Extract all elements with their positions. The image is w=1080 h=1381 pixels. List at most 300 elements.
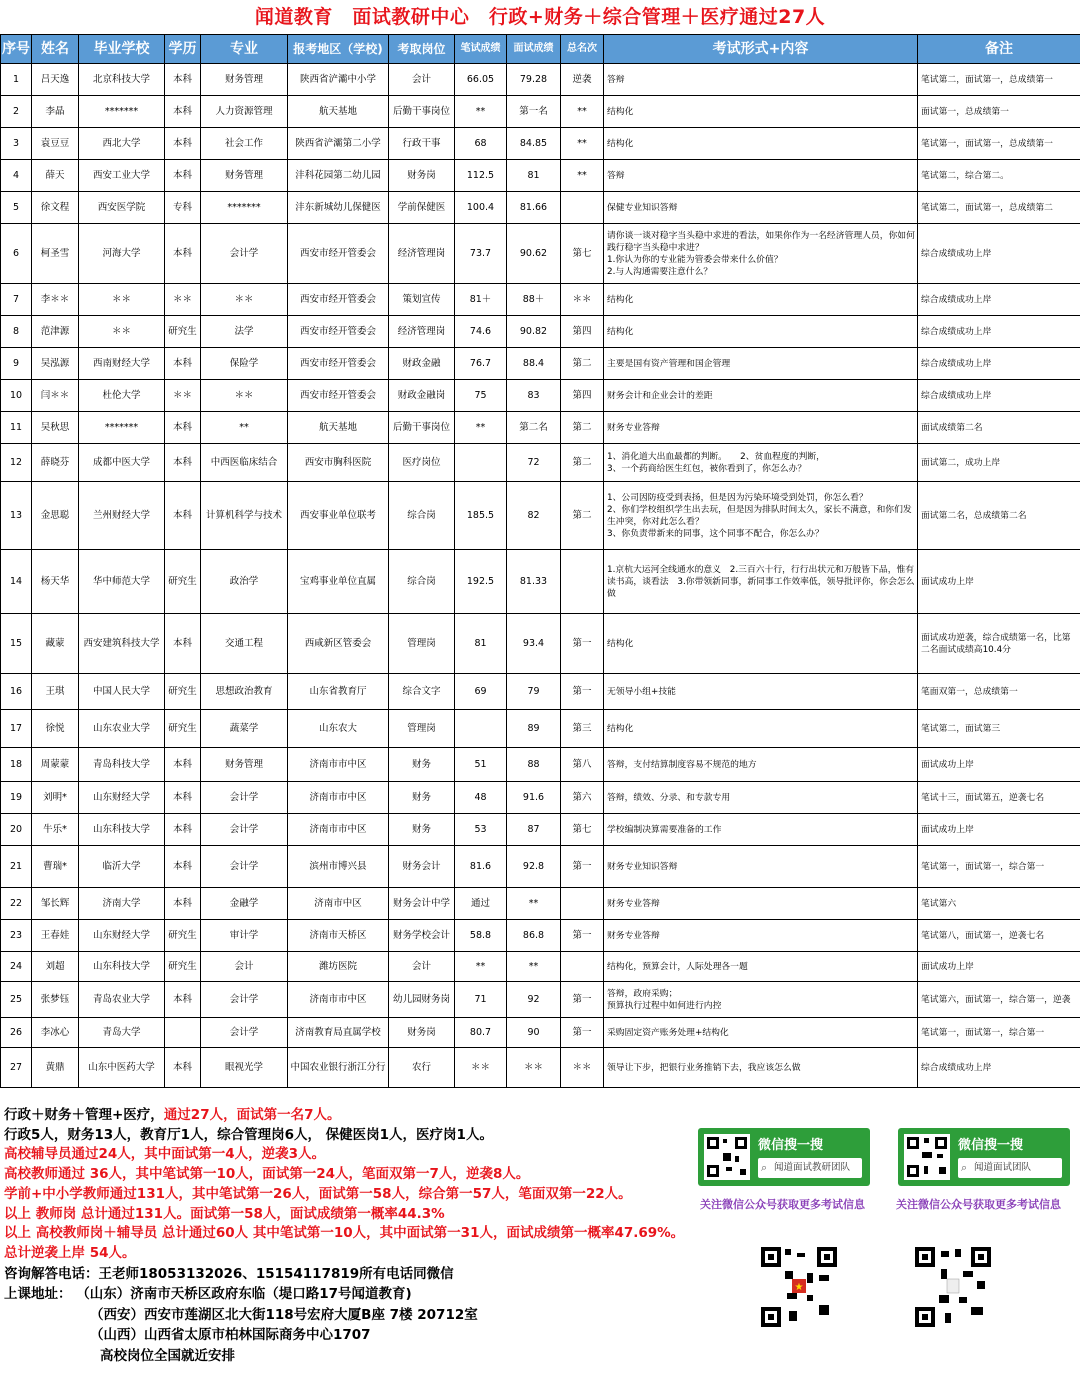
cell-rank: 第七 [561,814,604,846]
cell-rank: 逆袭 [561,64,604,96]
cell-interview-score: 83 [507,380,561,412]
cell-school: 临沂大学 [79,846,165,888]
cell-remarks: 综合成绩成功上岸 [918,380,1080,412]
col-header-rank: 总名次 [561,35,604,64]
cell-rank: 第二 [561,412,604,444]
cell-degree: 本科 [165,482,201,550]
cell-written-score: 73.7 [455,224,507,284]
table-row [1,1048,1080,1088]
cell-interview-score: 87 [507,814,561,846]
cell-exam-content: 1.京杭大运河全线通水的意义 2.三百六十行，行行出状元和万般皆下品，惟有读书高，谈看法 3.你带领新同事，新同事工作效率低，领导批评你，你会怎么做 [604,550,918,614]
cell-interview-score: ** [507,952,561,982]
cell-rank: 第二 [561,482,604,550]
cell-position: 管理岗 [389,710,455,748]
cell-interview-score: 88.4 [507,348,561,380]
address-line-4: 高校岗位全国就近安排 [100,1347,235,1364]
cell-remarks: 综合成绩成功上岸 [918,348,1080,380]
cell-position: 财务岗 [389,160,455,192]
cell-major: 保险学 [201,348,288,380]
qr-code-icon [904,1134,950,1180]
cell-exam-content: 财务专业答辩 [604,412,918,444]
cell-position: 财务学校会计 [389,920,455,952]
cell-exam-content: 结构化 [604,284,918,316]
cell-school: 济南大学 [79,888,165,920]
cell-exam-content: 财务专业答辩 [604,920,918,952]
cell-degree: 本科 [165,814,201,846]
cell-rank: 第一 [561,614,604,674]
cell-degree: 研究生 [165,952,201,982]
cell-exam-content: 结构化 [604,96,918,128]
cell-written-score: 81 [455,614,507,674]
cell-exam-content: 采购固定资产账务处理+结构化 [604,1018,918,1048]
cell-remarks: 面试成功上岸 [918,748,1080,782]
cell-degree: 本科 [165,614,201,674]
cell-position: 幼儿园财务岗 [389,982,455,1018]
cell-interview-score: 90 [507,1018,561,1048]
cell-school: 杜伦大学 [79,380,165,412]
cell-written-score: 51 [455,748,507,782]
summary-line-7: 以上 高校教师岗＋辅导员 总计通过60人 其中笔试第一10人，其中面试第一31人，面试成绩第一概率47.69%。 [4,1225,685,1242]
cell-name: 吴泓源 [32,348,79,380]
cell-major: 财务管理 [201,160,288,192]
cell-remarks: 笔试第二，面试第一，总成绩第一 [918,64,1080,96]
cell-rank: 第七 [561,224,604,284]
cell-degree: 本科 [165,224,201,284]
table-row [1,380,1080,412]
cell-major: 政治学 [201,550,288,614]
cell-school: 华中师范大学 [79,550,165,614]
qr-code-large-2-icon [913,1245,993,1329]
cell-region: 西安市胸科医院 [288,444,389,482]
wechat-search-title: 微信搜一搜 [958,1138,1024,1153]
cell-remarks: 笔试第六 [918,888,1080,920]
cell-name: 张梦钰 [32,982,79,1018]
cell-exam-content: 结构化 [604,710,918,748]
cell-index: 23 [1,920,32,952]
cell-written-score: 53 [455,814,507,846]
cell-region: 西安市经开管委会 [288,224,389,284]
cell-interview-score: 79.28 [507,64,561,96]
cell-region: 航天基地 [288,412,389,444]
cell-index: 27 [1,1048,32,1088]
table-row [1,814,1080,846]
cell-major: 会计学 [201,814,288,846]
cell-remarks: 面试成功上岸 [918,814,1080,846]
cell-degree: 研究生 [165,710,201,748]
results-table [0,34,1080,1088]
page-title: 闻道教育 面试教研中心 行政+财务＋综合管理＋医疗通过27人 [254,6,826,28]
cell-exam-content: 结构化 [604,316,918,348]
col-header-major: 专业 [201,35,288,64]
cell-major: ＊＊ [201,284,288,316]
cell-school: 山东中医药大学 [79,1048,165,1088]
col-header-position: 考取岗位 [389,35,455,64]
cell-interview-score: 81 [507,160,561,192]
col-header-exam-content: 考试形式+内容 [604,35,918,64]
cell-name: 徐文程 [32,192,79,224]
cell-written-score: ** [455,412,507,444]
cell-rank: 第一 [561,1018,604,1048]
cell-rank: 第一 [561,846,604,888]
cell-name: 刘超 [32,952,79,982]
cell-position: 学前保健医 [389,192,455,224]
cell-name: 吕天逸 [32,64,79,96]
table-row [1,192,1080,224]
cell-major: 社会工作 [201,128,288,160]
cell-remarks: 综合成绩成功上岸 [918,284,1080,316]
cell-degree: 研究生 [165,920,201,952]
cell-written-score: ** [455,952,507,982]
cell-region: 西咸新区管委会 [288,614,389,674]
cell-school: 北京科技大学 [79,64,165,96]
cell-index: 17 [1,710,32,748]
summary-line-5: 学前+中小学教师通过131人，其中笔试第一26人，面试第一58人，综合第一57人，笔面双第一22人。 [4,1185,632,1202]
cell-exam-content: 财务会计和企业会计的差距 [604,380,918,412]
cell-written-score: 75 [455,380,507,412]
table-row [1,920,1080,952]
cell-rank: ＊＊ [561,1048,604,1088]
cell-index: 22 [1,888,32,920]
cell-position: 农行 [389,1048,455,1088]
cell-rank: 第二 [561,348,604,380]
cell-interview-score: 89 [507,710,561,748]
cell-region: 济南市市中区 [288,782,389,814]
wechat-caption-1: 关注微信公众号获取更多考试信息 [700,1198,865,1211]
cell-remarks: 面试成绩第二名 [918,412,1080,444]
cell-rank [561,192,604,224]
cell-school: 兰州财经大学 [79,482,165,550]
cell-written-score: 81.6 [455,846,507,888]
cell-remarks: 面试成功上岸 [918,550,1080,614]
cell-index: 24 [1,952,32,982]
cell-region: 西安市经开管委会 [288,284,389,316]
table-header-row [1,35,1080,64]
cell-name: 黄鼎 [32,1048,79,1088]
cell-exam-content: 财务专业答辩 [604,888,918,920]
cell-name: 王春娃 [32,920,79,952]
cell-position: 财务 [389,782,455,814]
cell-name: 刘明* [32,782,79,814]
cell-name: 牛乐* [32,814,79,846]
cell-degree: 本科 [165,888,201,920]
cell-index: 15 [1,614,32,674]
cell-remarks: 面试第一，总成绩第一 [918,96,1080,128]
cell-rank [561,952,604,982]
cell-name: 金思聪 [32,482,79,550]
cell-interview-score: 92.8 [507,846,561,888]
cell-school: ＊＊ [79,284,165,316]
cell-interview-score: 92 [507,982,561,1018]
cell-major: ** [201,412,288,444]
cell-interview-score: 82 [507,482,561,550]
svg-text:★: ★ [794,1282,804,1293]
cell-exam-content: 结构化 [604,128,918,160]
cell-index: 4 [1,160,32,192]
cell-school: 青岛大学 [79,1018,165,1048]
cell-region: 山东农大 [288,710,389,748]
cell-school: 山东财经大学 [79,782,165,814]
cell-exam-content: 无领导小组+技能 [604,674,918,710]
table-row [1,128,1080,160]
summary-line-8: 总计逆袭上岸 54人。 [4,1244,136,1261]
cell-exam-content: 答辩，支付结算制度容易不规范的地方 [604,748,918,782]
cell-written-score: 112.5 [455,160,507,192]
contact-phone: 咨询解答电话：王老师18053132026、15154117819所有电话同微信 [4,1265,454,1282]
cell-school: 青岛科技大学 [79,748,165,782]
cell-rank: ＊＊ [561,284,604,316]
table-row [1,444,1080,482]
wechat-search-box[interactable]: ⌕ 闻道面试教研团队 [758,1158,862,1178]
cell-rank [561,888,604,920]
cell-written-score: 58.8 [455,920,507,952]
cell-degree: 本科 [165,128,201,160]
wechat-search-card-1[interactable] [698,1128,870,1186]
cell-degree: 本科 [165,64,201,96]
cell-exam-content: 答辩 [604,160,918,192]
cell-degree: 本科 [165,748,201,782]
cell-major: 眼视光学 [201,1048,288,1088]
cell-region: 陕西省浐灞第二小学 [288,128,389,160]
cell-region: 西安事业单位联考 [288,482,389,550]
cell-degree: 本科 [165,348,201,380]
cell-name: 藏蒙 [32,614,79,674]
cell-major: ＊＊ [201,380,288,412]
cell-rank: 第三 [561,710,604,748]
cell-region: 西安市经开管委会 [288,348,389,380]
cell-major: 计算机科学与技术 [201,482,288,550]
col-header-remarks: 备注 [918,35,1080,64]
cell-position: 财务岗 [389,1018,455,1048]
cell-written-score: 69 [455,674,507,710]
table-row [1,224,1080,284]
cell-region: 航天基地 [288,96,389,128]
cell-major: ******* [201,192,288,224]
cell-school: ＊＊ [79,316,165,348]
cell-index: 11 [1,412,32,444]
cell-rank: 第一 [561,674,604,710]
cell-index: 13 [1,482,32,550]
cell-index: 21 [1,846,32,888]
cell-degree: 专科 [165,192,201,224]
cell-degree: ＊＊ [165,284,201,316]
cell-written-score [455,710,507,748]
cell-position: 综合文字 [389,674,455,710]
cell-major: 思想政治教育 [201,674,288,710]
cell-degree: 本科 [165,846,201,888]
cell-position: 后勤干事岗位 [389,96,455,128]
cell-remarks: 笔试第一，面试第一，综合第一 [918,846,1080,888]
cell-name: 李＊＊ [32,284,79,316]
cell-index: 6 [1,224,32,284]
cell-interview-score: 93.4 [507,614,561,674]
wechat-search-box[interactable]: ⌕ 闻道面试团队 [958,1158,1062,1178]
cell-major: 财务管理 [201,64,288,96]
cell-degree: 本科 [165,1048,201,1088]
cell-rank: 第八 [561,748,604,782]
cell-exam-content: 结构化，预算会计，人际处理各一题 [604,952,918,982]
cell-exam-content: 1、消化道大出血最都的判断。 2、贫血程度的判断， 3、一个药商给医生红包，被你看到了，你怎么办？ [604,444,918,482]
cell-school: 山东财经大学 [79,920,165,952]
cell-exam-content: 财务专业知识答辩 [604,846,918,888]
qr-code-icon [704,1134,750,1180]
cell-position: 财务会计中学 [389,888,455,920]
cell-written-score: 185.5 [455,482,507,550]
cell-position: 后勤干事岗位 [389,412,455,444]
cell-index: 2 [1,96,32,128]
cell-interview-score: 91.6 [507,782,561,814]
cell-index: 5 [1,192,32,224]
cell-written-score: 76.7 [455,348,507,380]
cell-position: 医疗岗位 [389,444,455,482]
address-line-1: 上课地址： （山东）济南市天桥区政府东临（堤口路17号闻道教育) [4,1286,412,1303]
cell-region: 西安市经开管委会 [288,316,389,348]
cell-major: 会计学 [201,846,288,888]
cell-rank: ** [561,160,604,192]
cell-index: 26 [1,1018,32,1048]
cell-exam-content: 领导让下步，把银行业务推销下去，我应该怎么做 [604,1048,918,1088]
cell-degree: 本科 [165,160,201,192]
cell-major: 会计学 [201,982,288,1018]
cell-remarks: 笔试第八，面试第一，逆袭七名 [918,920,1080,952]
cell-school: 山东农业大学 [79,710,165,748]
cell-degree: ＊＊ [165,380,201,412]
cell-rank: 第四 [561,380,604,412]
cell-name: 曹瑞* [32,846,79,888]
col-header-index: 序号 [1,35,32,64]
cell-position: 管理岗 [389,614,455,674]
cell-rank: 第一 [561,982,604,1018]
cell-interview-score: 90.82 [507,316,561,348]
cell-interview-score: 88＋ [507,284,561,316]
summary-line-4: 高校教师通过 36人，其中笔试第一10人，面试第一24人，笔面双第一7人，逆袭8人。 [4,1166,530,1183]
cell-degree: 本科 [165,982,201,1018]
cell-rank [561,550,604,614]
cell-position: 财务 [389,748,455,782]
cell-position: 经济管理岗 [389,316,455,348]
summary-line-2: 行政5人，财务13人，教育厅1人，综合管理岗6人， 保健医岗1人，医疗岗1人。 [4,1126,493,1143]
cell-written-score: 100.4 [455,192,507,224]
cell-position: 行政干事 [389,128,455,160]
table-row [1,412,1080,444]
cell-written-score: 71 [455,982,507,1018]
cell-interview-score: 84.85 [507,128,561,160]
cell-remarks: 面试成功逆袭，综合成绩第一名，比第二名面试成绩高10.4分 [918,614,1080,674]
cell-degree: 研究生 [165,674,201,710]
cell-school: 西北大学 [79,128,165,160]
cell-school: ******* [79,96,165,128]
cell-region: 陕西省浐灞中小学 [288,64,389,96]
summary-line-1: 行政＋财务＋管理+医疗，通过27人，面试第一名7人。 [4,1107,341,1123]
cell-major: 会计 [201,952,288,982]
cell-index: 18 [1,748,32,782]
cell-rank: ** [561,96,604,128]
cell-name: 邹长辉 [32,888,79,920]
cell-degree: 研究生 [165,316,201,348]
cell-interview-score: 81.33 [507,550,561,614]
cell-interview-score: 88 [507,748,561,782]
cell-region: 宝鸡事业单位直属 [288,550,389,614]
cell-written-score: 80.7 [455,1018,507,1048]
cell-written-score: 81＋ [455,284,507,316]
cell-school: 河海大学 [79,224,165,284]
cell-major: 蔬菜学 [201,710,288,748]
cell-written-score: 通过 [455,888,507,920]
cell-name: 袁豆豆 [32,128,79,160]
summary-line-3: 高校辅导员通过24人，其中面试第一4人，逆袭3人。 [4,1146,326,1163]
cell-name: 杨天华 [32,550,79,614]
cell-index: 8 [1,316,32,348]
cell-degree: 本科 [165,782,201,814]
cell-position: 财政金融 [389,348,455,380]
cell-remarks: 笔试第一，面试第一，综合第一 [918,1018,1080,1048]
table-row [1,782,1080,814]
cell-remarks: 笔试第六，面试第一，综合第一，逆袭 [918,982,1080,1018]
cell-remarks: 面试第二名，总成绩第二名 [918,482,1080,550]
cell-region: 济南市中区 [288,888,389,920]
cell-major: 人力资源管理 [201,96,288,128]
cell-index: 9 [1,348,32,380]
cell-name: 范津源 [32,316,79,348]
table-row [1,888,1080,920]
table-row [1,284,1080,316]
cell-region: 西安市经开管委会 [288,380,389,412]
cell-rank: 第六 [561,782,604,814]
col-header-name: 姓名 [32,35,79,64]
cell-name: 薛晓芬 [32,444,79,482]
cell-school: 青岛农业大学 [79,982,165,1018]
cell-name: 薛天 [32,160,79,192]
cell-region: 山东省教育厅 [288,674,389,710]
table-row [1,1018,1080,1048]
cell-interview-score: ＊＊ [507,1048,561,1088]
table-row [1,748,1080,782]
cell-position: 策划宣传 [389,284,455,316]
cell-index: 3 [1,128,32,160]
cell-degree: 本科 [165,96,201,128]
cell-major: 会计学 [201,224,288,284]
cell-exam-content: 1、公司因防疫受到表扬，但是因为污染环境受到处罚，你怎么看？ 2、你们学校组织学生出去玩，但是因为排队时间太久，家长不满意，和你们发生冲突，你对此怎么看？ 3、你负责带新来的同事，这个同事不配合，你怎么办？ [604,482,918,550]
summary-footer [4,1106,694,1366]
cell-region: 济南市天桥区 [288,920,389,952]
table-row [1,710,1080,748]
cell-written-score: 68 [455,128,507,160]
cell-index: 16 [1,674,32,710]
cell-remarks: 综合成绩成功上岸 [918,224,1080,284]
table-row [1,64,1080,96]
table-row [1,614,1080,674]
cell-rank: ** [561,128,604,160]
cell-exam-content: 主要是国有资产管理和国企管理 [604,348,918,380]
cell-interview-score: 79 [507,674,561,710]
address-line-2: （西安）西安市莲湖区北大街118号宏府大厦B座 7楼 20712室 [90,1306,478,1323]
cell-exam-content: 答辩，绩效、分录、和专款专用 [604,782,918,814]
cell-interview-score: 90.62 [507,224,561,284]
cell-region: 滨州市博兴县 [288,846,389,888]
cell-region: 济南市市中区 [288,814,389,846]
cell-index: 12 [1,444,32,482]
cell-remarks: 面试第二，成功上岸 [918,444,1080,482]
cell-school: 山东科技大学 [79,952,165,982]
cell-remarks: 面试成功上岸 [918,952,1080,982]
cell-name: 李冰心 [32,1018,79,1048]
wechat-search-card-2[interactable] [898,1128,1070,1186]
cell-interview-score: ** [507,888,561,920]
cell-interview-score: 72 [507,444,561,482]
cell-school: 西南财经大学 [79,348,165,380]
cell-remarks: 综合成绩成功上岸 [918,316,1080,348]
cell-remarks: 综合成绩成功上岸 [918,1048,1080,1088]
table-row [1,316,1080,348]
